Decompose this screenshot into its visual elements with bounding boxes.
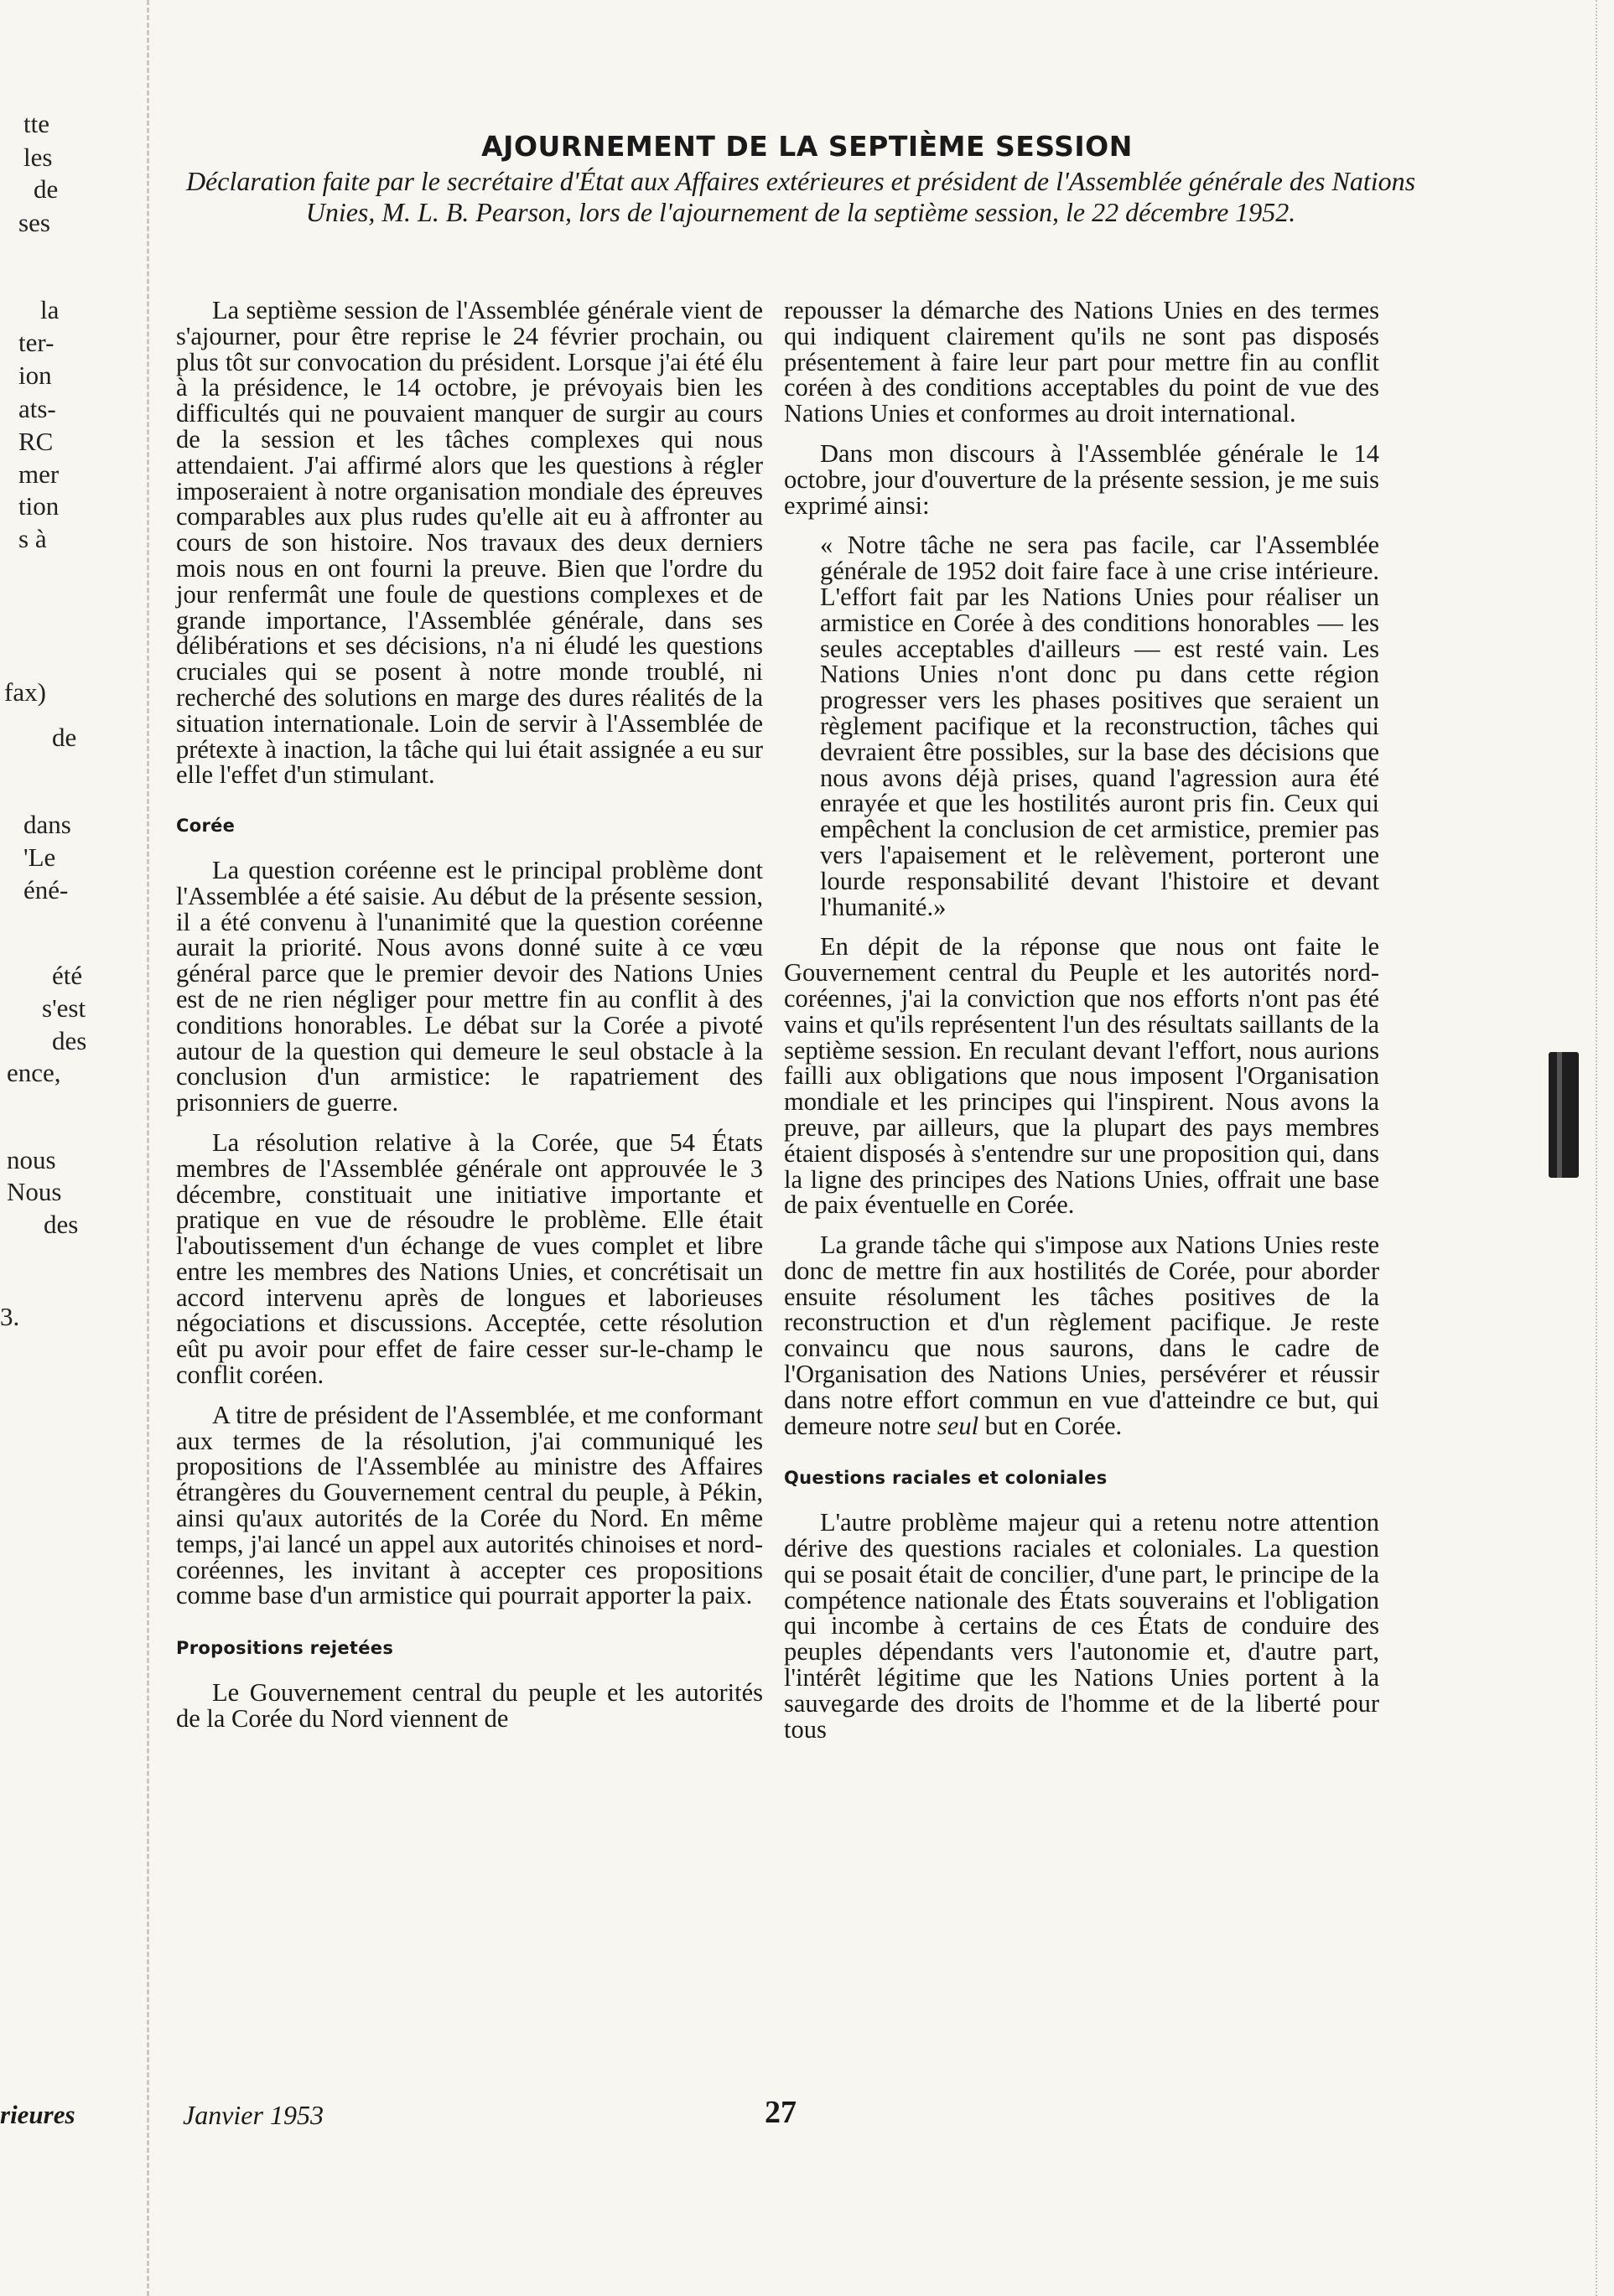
gutter-fragment: s'est <box>42 993 86 1023</box>
block-quote: « Notre tâche ne sera pas facile, car l'Assemblée générale de 1952 doit faire face à une crise intérieure. L'effort fait par les Nations Unies pour réaliser un armistice en Corée à des conditions honorables — les seules acceptables d'ailleurs — est resté vain. Les Nations Unies n'ont donc pu dans cette région progresser vers les phases positives que seraient un règlement pacifique et la reconstruction, tâches qui devraient être possibles, sur la base des décisions que nous avons déjà prises, quand l'agression aura été enrayée et que les hostilités auront pris fin. Ceux qui empêchent la conclusion de cet armistice, premier pas vers l'apaisement et le relèvement, porteront une lourde responsabilité devant l'histoire et devant l'humanité.» <box>820 531 1379 921</box>
paragraph: En dépit de la réponse que nous ont faite le Gouvernement central du Peuple et les autorités nord-coréennes, j'ai la conviction que nos efforts n'ont pas été vains et qu'ils représentent l'un des résultats saillants de la septième session. En reculant devant l'effort, nous aurions failli aux obligations que nous imposent l'Organisation mondiale et les principes qui l'inspirent. Nous avons la preuve, par ailleurs, que la plupart des pays membres étaient disposés à s'entendre sur une proposition qui, dans la ligne des principes des Nations Unies, offrait une base de paix éventuelle en Corée. <box>784 932 1379 1220</box>
gutter-fragment: ats- <box>18 394 56 423</box>
gutter-fragment: la <box>40 295 60 324</box>
text-run: but en Corée. <box>984 1411 1123 1440</box>
gutter-fragment: mer <box>18 459 60 489</box>
gutter-fragment: les <box>23 143 53 172</box>
paragraph: Le Gouvernement central du peuple et les autorités de la Corée du Nord viennent de <box>176 1678 763 1733</box>
paragraph: L'autre problème majeur qui a retenu notre attention dérive des questions raciales et coloniales. La question qui se posait était de concilier, d'une part, le principe de la compétence nationale des États souverains et l'obligation qui incombe à certains de ces États de conduire des peuples dépendants vers l'autonomie et, d'autre part, l'intérêt légitime que les Nations Unies portent à la sauvegarde des droits de l'homme et de la liberté pour tous <box>784 1508 1379 1744</box>
gutter-fragment: s à <box>18 524 47 553</box>
paragraph: Dans mon discours à l'Assemblée générale le 14 octobre, jour d'ouverture de la présente session, je me suis exprimé ainsi: <box>784 438 1379 520</box>
section-heading-coree: Corée <box>176 816 236 837</box>
page-number: 27 <box>765 2095 797 2130</box>
gutter-fragment: ion <box>18 360 52 390</box>
gutter-fragment: Nous <box>7 1177 62 1206</box>
left-column <box>176 298 763 1746</box>
gutter-fragment: ence, <box>7 1058 61 1087</box>
paragraph: La question coréenne est le principal problème dont l'Assemblée a été saisie. Au début de la présente session, il a été convenu à l'unanimité que la question coréenne aurait la priorité. Nous avons donné suite à ce vœu général parce que le premier devoir des Nations Unies est de ne rien négliger pour mettre fin au conflit à des conditions honorables. Le débat sur la Corée a pivoté autour de la question qui demeure le seul obstacle à la conclusion d'un armistice: le rapatriement des prisonniers de guerre. <box>176 855 763 1117</box>
gutter-fragment: de <box>34 174 59 204</box>
issue-date: Janvier 1953 <box>183 2100 324 2130</box>
binding-edge <box>147 0 153 2296</box>
page-edge <box>1596 0 1599 2296</box>
gutter-fragment: 3. <box>0 1302 20 1331</box>
paragraph <box>784 1232 1379 1438</box>
gutter-fragment: tion <box>18 491 60 521</box>
section-heading-questions: Questions raciales et coloniales <box>784 1468 1108 1489</box>
paragraph: A titre de président de l'Assemblée, et me conformant aux termes de la résolution, j'ai communiqué les propositions de l'Assemblée au ministre des Affaires étrangères du Gouvernement central du peuple, à Pékin, ainsi qu'aux autorités de la Corée du Nord. En même temps, j'ai lancé un appel aux autorités chinoises et nord-coréennes, les invitant à accepter ces propositions comme base d'un armistice qui pourrait apporter la paix. <box>176 1400 763 1610</box>
gutter-fragment: 'Le <box>23 842 56 872</box>
gutter-fragment: des <box>52 1026 87 1055</box>
article-title: AJOURNEMENT DE LA SEPTIÈME SESSION <box>481 130 1133 163</box>
gutter-fragment: ses <box>18 208 50 237</box>
gutter-fragment: des <box>44 1210 79 1239</box>
gutter-fragment: fax) <box>4 677 46 707</box>
gutter-fragment: éné- <box>23 875 69 904</box>
gutter-fragment: tte <box>23 109 49 138</box>
gutter-fragment: nous <box>7 1145 56 1174</box>
gutter-fragment: dans <box>23 810 71 839</box>
gutter-fragment: ter- <box>18 328 54 357</box>
text-run: La grande tâche qui s'impose aux Nations Unies reste donc de mettre fin aux hostilités de Corée, pour aborder ensuite résolument les tâches positives de la reconstruction et d'un règlement pacifique. Je reste convaincu que nous saurons, dans le cadre de l'Organisation des Nations Unies, persévérer et réussir dans notre effort commun en vue d'atteindre ce but, qui demeure notre <box>784 1231 1379 1440</box>
article-subtitle: Déclaration faite par le secrétaire d'État aux Affaires extérieures et président de l'Assemblée générale des Nations Unies, M. L. B. Pearson, lors de l'ajournement de la septième session, le 22 décembre 1952. <box>185 166 1416 227</box>
paragraph: La septième session de l'Assemblée générale vient de s'ajourner, pour être reprise le 24 février prochain, ou plus tôt sur convocation du président. Lorsque j'ai été élu à la présidence, le 14 octobre, je prévoyais bien les difficultés qui ne pouvaient manquer de surgir au cours de la session et les tâches complexes qui nous attendaient. J'ai affirmé alors que les questions à régler imposeraient à notre organisation mondiale des épreuves comparables aux plus rudes qu'elle ait eu à affronter au cours de son histoire. Nos travaux des deux derniers mois nous en ont fourni la preuve. Bien que l'ordre du jour renfermât une foule de questions complexes et de grande importance, l'Assemblée générale, dans ses délibérations et ses décisions, n'a ni éludé les questions cruciales qui se posent à notre monde troublé, ni recherché des solutions en marge des dures réalités de la situation internationale. Loin de servir à l'Assemblée de prétexte à inaction, la tâche qui lui était assignée a eu sur elle l'effet d'un stimulant. <box>176 296 763 790</box>
facing-page-footer: rieures <box>0 2100 75 2129</box>
gutter-fragment: de <box>52 723 77 752</box>
facing-page-fragments <box>0 0 126 2296</box>
paper-clip-mark <box>1549 1052 1579 1178</box>
section-heading-propositions: Propositions rejetées <box>176 1638 394 1659</box>
gutter-fragment: RC <box>18 427 54 456</box>
emphasis: seul <box>937 1411 979 1440</box>
paragraph: repousser la démarche des Nations Unies en des termes qui indiquent clairement qu'ils ne sont pas disposés présentement à faire leur part pour mettre fin au conflit coréen à des conditions acceptables du point de vue des Nations Unies et conformes au droit international. <box>784 296 1379 428</box>
right-column <box>784 298 1379 1756</box>
gutter-fragment: été <box>52 961 83 990</box>
paragraph: La résolution relative à la Corée, que 54 États membres de l'Assemblée générale ont approuvée le 3 décembre, constituait une initiative importante et pratique en vue de résoudre le problème. Elle était l'aboutissement d'un échange de vues complet et libre entre les membres des Nations Unies, et concrétisait un accord intervenu après de longues et laborieuses négociations et discussions. Acceptée, cette résolution eût pu avoir pour effet de faire cesser sur-le-champ le conflit coréen. <box>176 1127 763 1390</box>
